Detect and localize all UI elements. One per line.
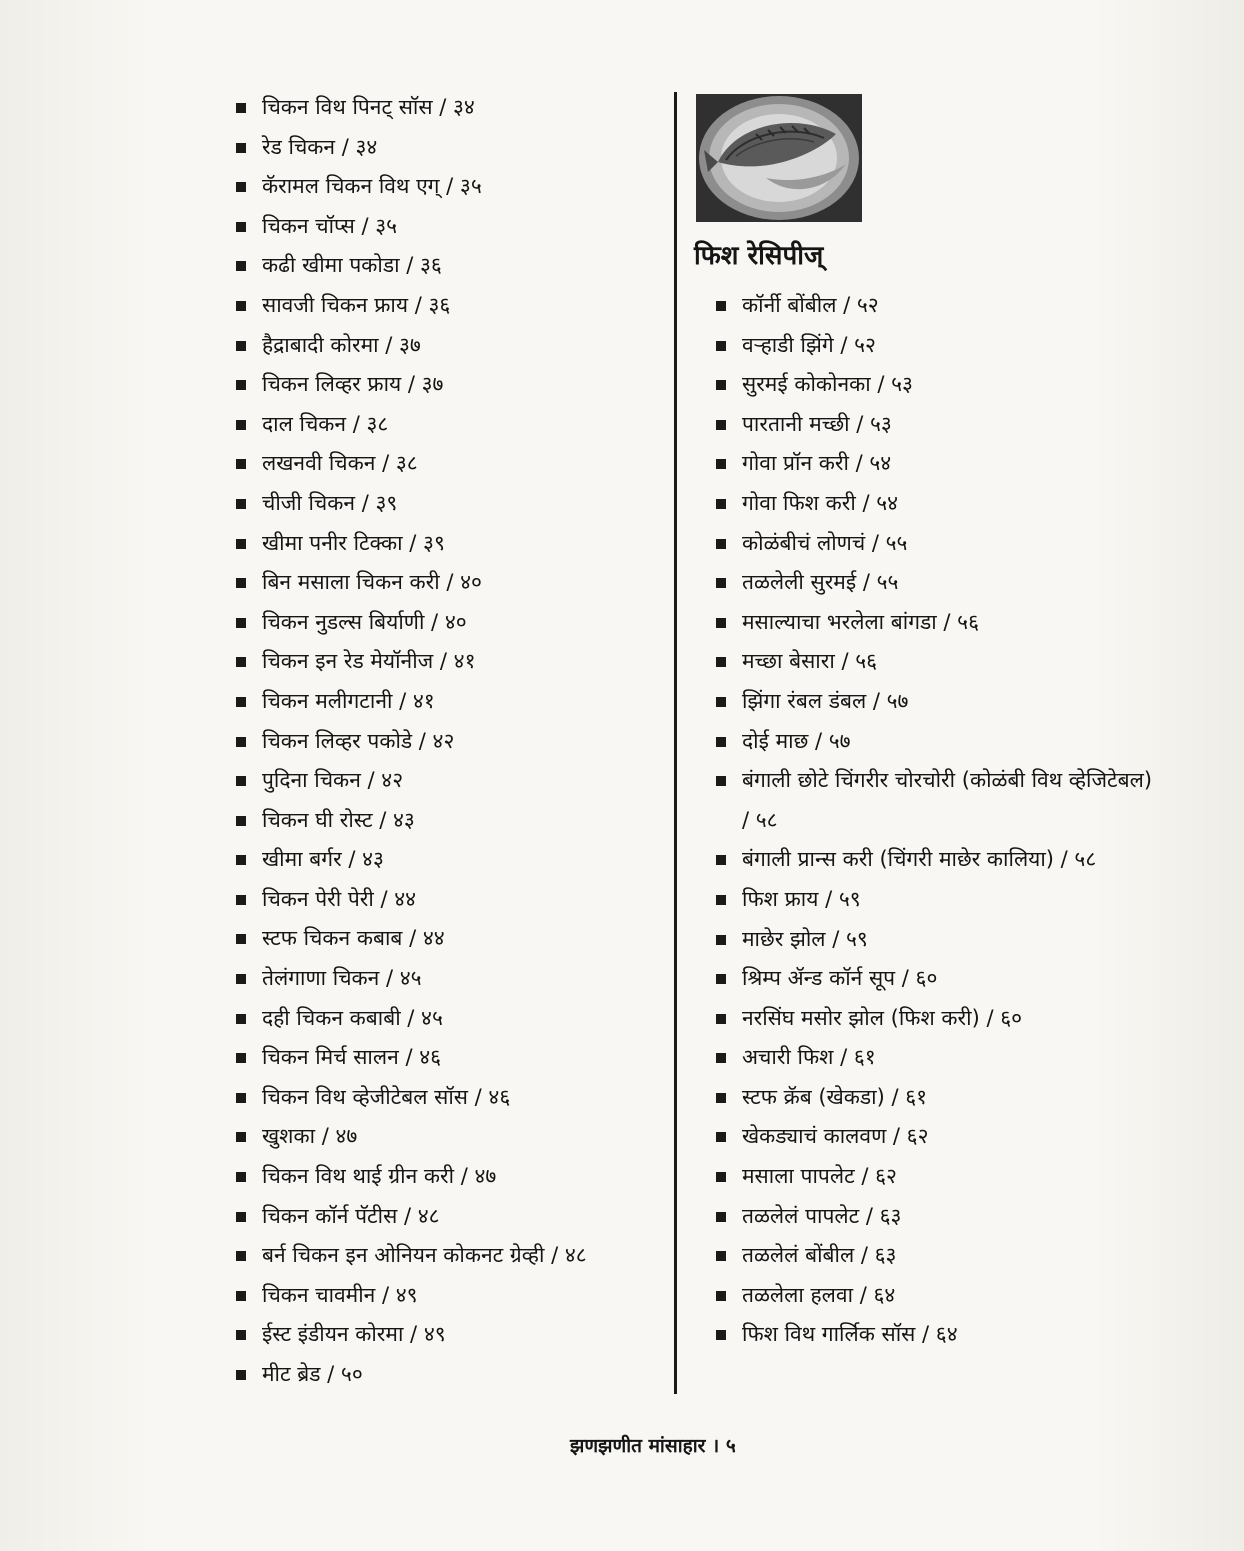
list-item (716, 1236, 1156, 1276)
list-item (716, 1038, 1156, 1078)
list-item (716, 920, 1156, 960)
item-text: फिश विथ गार्लिक सॉस / ६४ (742, 1322, 958, 1347)
item-text: रेड चिकन / ३४ (262, 134, 378, 159)
item-text: कोळंबीचं लोणचं / ५५ (742, 530, 908, 555)
item-text: बिन मसाला चिकन करी / ४० (262, 570, 482, 595)
list-item (716, 959, 1156, 999)
list-item (716, 1078, 1156, 1118)
item-text: फिश फ्राय / ५९ (742, 886, 861, 911)
item-text: कॉर्नी बोंबील / ५२ (742, 293, 879, 317)
list-item (236, 444, 666, 484)
list-item (236, 365, 666, 405)
bullet-icon (236, 855, 246, 865)
item-text: तळलेलं बोंबील / ६३ (742, 1243, 897, 1268)
bullet-icon (236, 103, 246, 113)
item-text: लखनवी चिकन / ३८ (262, 451, 418, 476)
item-text: चिकन कॉर्न पॅटीस / ४८ (262, 1203, 440, 1228)
list-item (236, 959, 666, 999)
item-text: नरसिंघ मसोर झोल (फिश करी) / ६० (742, 1005, 1023, 1030)
list-item (236, 88, 666, 128)
item-text: चिकन विथ थाई ग्रीन करी / ४७ (262, 1164, 497, 1189)
item-text: मसाला पापलेट / ६२ (742, 1164, 897, 1189)
bullet-icon (716, 935, 726, 945)
item-text: खुशका / ४७ (262, 1124, 358, 1149)
list-item (716, 999, 1156, 1039)
bullet-icon (716, 895, 726, 905)
bullet-icon (716, 1251, 726, 1261)
item-text: श्रिम्प ॲन्ड कॉर्न सूप / ६० (742, 966, 938, 991)
item-text: माछेर झोल / ५९ (742, 926, 868, 951)
item-text: खेकड्याचं कालवण / ६२ (742, 1124, 929, 1149)
list-item (716, 405, 1156, 445)
item-text: चिकन चॉप्स / ३५ (262, 213, 398, 238)
item-text: चिकन चावमीन / ४९ (262, 1282, 418, 1307)
list-item (716, 880, 1156, 920)
list-item (716, 1197, 1156, 1237)
bullet-icon (236, 697, 246, 707)
item-text: चिकन घी रोस्ट / ४३ (262, 807, 415, 832)
bullet-icon (716, 657, 726, 667)
list-item (716, 524, 1156, 564)
bullet-icon (236, 182, 246, 192)
item-text: तळलेला हलवा / ६४ (742, 1282, 896, 1307)
item-text: खीमा पनीर टिक्का / ३९ (262, 530, 445, 555)
bullet-icon (716, 1291, 726, 1301)
bullet-icon (236, 1014, 246, 1024)
bullet-icon (236, 737, 246, 747)
list-item (716, 365, 1156, 405)
item-text: चिकन लिव्हर फ्राय / ३७ (262, 372, 444, 397)
bullet-icon (236, 895, 246, 905)
item-text: मीट ब्रेड / ५० (262, 1362, 363, 1386)
list-item (236, 1197, 666, 1237)
bullet-icon (236, 1172, 246, 1182)
item-text: ईस्ट इंडीयन कोरमा / ४९ (262, 1322, 446, 1347)
bullet-icon (716, 301, 726, 311)
bullet-icon (716, 539, 726, 549)
item-text: अचारी फिश / ६१ (742, 1045, 876, 1070)
list-item (716, 840, 1156, 880)
bullet-icon (236, 380, 246, 390)
item-text: कढी खीमा पकोडा / ३६ (262, 253, 442, 278)
bullet-icon (236, 1330, 246, 1340)
list-item (236, 1078, 666, 1118)
bullet-icon (236, 420, 246, 430)
bullet-icon (716, 1093, 726, 1103)
item-text: कॅरामल चिकन विथ एग् / ३५ (262, 174, 482, 199)
item-text: सुरमई कोकोनका / ५३ (742, 372, 913, 397)
bullet-icon (236, 341, 246, 351)
bullet-icon (236, 1370, 246, 1380)
list-item (236, 128, 666, 168)
bullet-icon (236, 143, 246, 153)
list-item (236, 642, 666, 682)
item-text: गोवा प्रॉन करी / ५४ (742, 451, 892, 476)
list-item (716, 603, 1156, 643)
item-text: मच्छा बेसारा / ५६ (742, 649, 878, 674)
list-item (236, 563, 666, 603)
bullet-icon (716, 499, 726, 509)
item-text: स्टफ क्रॅब (खेकडा) / ६१ (742, 1084, 928, 1109)
item-text: मसाल्याचा भरलेला बांगडा / ५६ (742, 609, 979, 634)
bullet-icon (716, 380, 726, 390)
item-text: स्टफ चिकन कबाब / ४४ (262, 926, 445, 951)
item-text: बर्न चिकन इन ओनियन कोकनट ग्रेव्ही / ४८ (262, 1243, 587, 1268)
item-text: दाल चिकन / ३८ (262, 411, 389, 436)
list-item (236, 1315, 666, 1355)
bullet-icon (236, 301, 246, 311)
list-item (716, 1315, 1156, 1355)
bullet-icon (716, 1172, 726, 1182)
bullet-icon (716, 1330, 726, 1340)
list-item (236, 840, 666, 880)
item-text: पुदिना चिकन / ४२ (262, 768, 404, 793)
bullet-icon (236, 1093, 246, 1103)
list-item (236, 1355, 666, 1395)
list-item (236, 722, 666, 762)
list-item (236, 1117, 666, 1157)
bullet-icon (236, 1053, 246, 1063)
list-item (716, 722, 1156, 762)
item-text: तळलेलं पापलेट / ६३ (742, 1203, 902, 1228)
bullet-icon (716, 974, 726, 984)
fried-fish-photo (696, 94, 862, 222)
item-text: दही चिकन कबाबी / ४५ (262, 1005, 443, 1030)
list-item (716, 1157, 1156, 1197)
item-text: चिकन इन रेड मेयॉनीज / ४१ (262, 649, 476, 674)
page-footer: झणझणीत मांसाहार । ५ (570, 1435, 736, 1457)
fish-recipes-heading: फिश रेसिपीज् (694, 241, 824, 271)
fish-plate-icon (696, 94, 862, 222)
item-text: बंगाली प्रान्स करी (चिंगरी माछेर कालिया) / ५८ (742, 847, 1097, 872)
bullet-icon (236, 934, 246, 944)
bullet-icon (716, 420, 726, 430)
list-item (236, 761, 666, 801)
right-toc-list (716, 286, 1156, 1355)
list-item (236, 801, 666, 841)
list-item (716, 1276, 1156, 1316)
item-text: चिकन मिर्च सालन / ४६ (262, 1045, 442, 1070)
item-text: बंगाली छोटे चिंगरीर चोरचोरी (कोळंबी विथ व्हेजिटेबल) / ५८ (742, 768, 1153, 832)
bullet-icon (236, 1212, 246, 1222)
bullet-icon (716, 855, 726, 865)
bullet-icon (716, 697, 726, 707)
bullet-icon (236, 459, 246, 469)
column-divider (674, 92, 677, 1394)
bullet-icon (236, 974, 246, 984)
bullet-icon (236, 1291, 246, 1301)
list-item (716, 326, 1156, 366)
bullet-icon (236, 1251, 246, 1261)
list-item (236, 880, 666, 920)
item-text: चिकन मलीगटानी / ४१ (262, 688, 435, 713)
list-item (236, 286, 666, 326)
item-text: खीमा बर्गर / ४३ (262, 847, 384, 872)
item-text: वऱ्हाडी झिंगे / ५२ (742, 332, 876, 357)
list-item (236, 1276, 666, 1316)
item-text: चिकन विथ व्हेजीटेबल सॉस / ४६ (262, 1084, 511, 1109)
item-text: सावजी चिकन फ्राय / ३६ (262, 292, 451, 317)
list-item (236, 1038, 666, 1078)
list-item (236, 999, 666, 1039)
bullet-icon (236, 261, 246, 271)
bullet-icon (236, 618, 246, 628)
list-item (716, 286, 1156, 326)
bullet-icon (716, 618, 726, 628)
bullet-icon (716, 578, 726, 588)
list-item (236, 405, 666, 445)
bullet-icon (716, 459, 726, 469)
list-item (236, 603, 666, 643)
list-item (236, 326, 666, 366)
item-text: चिकन नुडल्स बिर्याणी / ४० (262, 609, 467, 634)
fish-recipes-column (716, 286, 1156, 1355)
item-text: चिकन लिव्हर पकोडे / ४२ (262, 728, 455, 753)
item-text: हैद्राबादी कोरमा / ३७ (262, 332, 421, 357)
bullet-icon (716, 776, 726, 786)
bullet-icon (236, 657, 246, 667)
item-text: पारतानी मच्छी / ५३ (742, 411, 892, 436)
bullet-icon (716, 1132, 726, 1142)
item-text: तळलेली सुरमई / ५५ (742, 570, 899, 595)
list-item (236, 524, 666, 564)
bullet-icon (236, 222, 246, 232)
bullet-icon (236, 499, 246, 509)
list-item (236, 919, 666, 959)
bullet-icon (236, 1132, 246, 1142)
list-item (236, 246, 666, 286)
bullet-icon (236, 776, 246, 786)
chicken-recipes-column (236, 88, 666, 1395)
list-item (236, 1157, 666, 1197)
bullet-icon (716, 1053, 726, 1063)
item-text: तेलंगाणा चिकन / ४५ (262, 966, 422, 991)
bullet-icon (716, 1014, 726, 1024)
list-item (236, 682, 666, 722)
bullet-icon (716, 1212, 726, 1222)
list-item (716, 761, 1156, 840)
item-text: गोवा फिश करी / ५४ (742, 490, 899, 515)
bullet-icon (236, 578, 246, 588)
bullet-icon (236, 539, 246, 549)
list-item (236, 207, 666, 247)
list-item (236, 1236, 666, 1276)
list-item (236, 167, 666, 207)
left-toc-list (236, 88, 666, 1395)
bullet-icon (716, 737, 726, 747)
item-text: चिकन विथ पिनट् सॉस / ३४ (262, 95, 475, 119)
list-item (716, 444, 1156, 484)
list-item (716, 682, 1156, 722)
list-item (716, 642, 1156, 682)
bullet-icon (716, 341, 726, 351)
item-text: चीजी चिकन / ३९ (262, 490, 398, 515)
list-item (716, 1117, 1156, 1157)
list-item (716, 563, 1156, 603)
bullet-icon (236, 816, 246, 826)
list-item (716, 484, 1156, 524)
item-text: दोई माछ / ५७ (742, 728, 851, 753)
item-text: चिकन पेरी पेरी / ४४ (262, 886, 417, 911)
item-text: झिंगा रंबल डंबल / ५७ (742, 688, 909, 713)
list-item (236, 484, 666, 524)
